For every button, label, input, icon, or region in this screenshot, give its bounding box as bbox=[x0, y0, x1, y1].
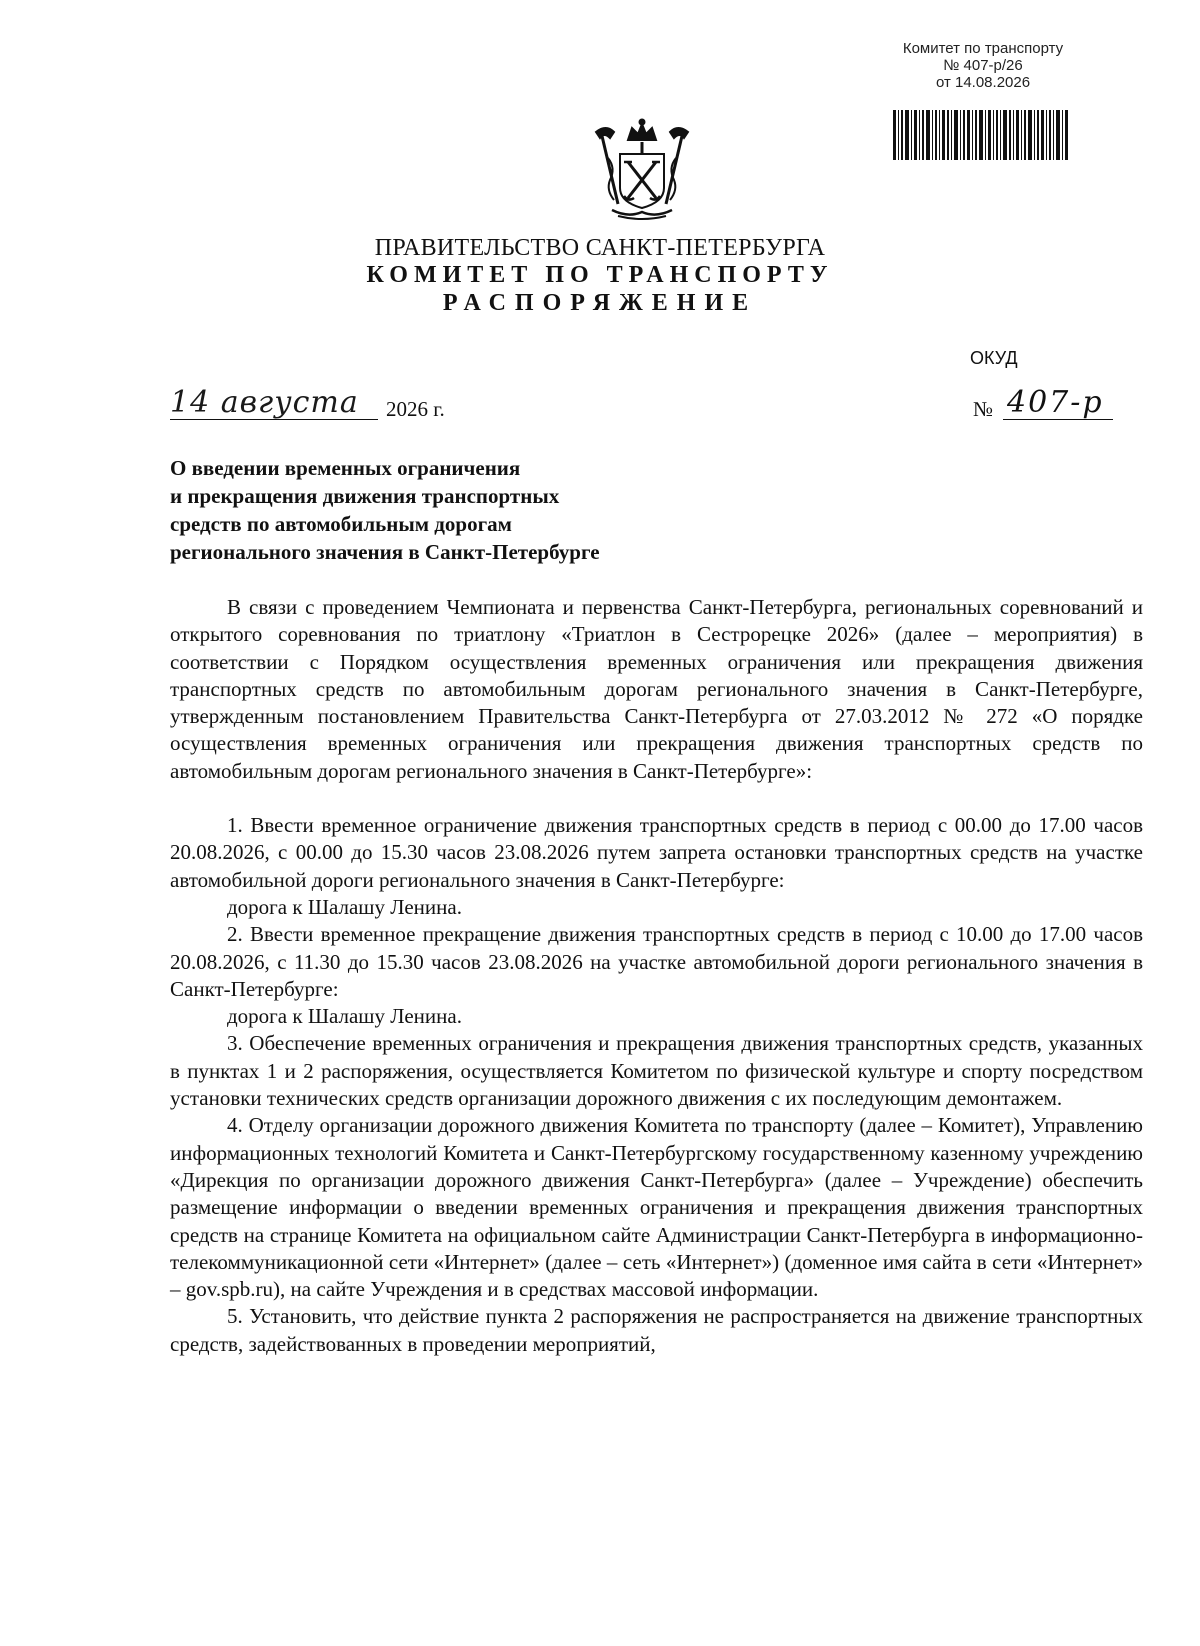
stamp-committee: Комитет по транспорту bbox=[902, 40, 1064, 57]
barcode bbox=[893, 110, 1069, 160]
coat-of-arms-icon bbox=[588, 118, 696, 222]
document-type-heading: РАСПОРЯЖЕНИЕ bbox=[442, 290, 758, 316]
item-2-paragraph: 2. Ввести временное прекращение движения транспортных средств в период с 10.00 до 17.00 часов 20.08.2026, с 11.30 до 15.30 часов 23.08.2026 на участке автомобильной дороги регионального значения в Санкт-Петербурге: bbox=[170, 922, 1143, 1001]
item-1-road: дорога к Шалашу Ленина. bbox=[227, 894, 462, 919]
document-body bbox=[170, 594, 1143, 1358]
item-4-paragraph: 4. Отделу организации дорожного движения Комитета по транспорту (далее – Комитет), Управлению информационных технологий Комитета и Санкт-Петербургскому государственному казенному учреждению «Дирекция по организации дорожного движения Санкт-Петербурга» (далее – Учреждение) обеспечить размещение информации о введении временных ограничения и прекращения движения транспортных средств на странице Комитета на официальном сайте Администрации Санкт-Петербурга в информационно-телекоммуникационной сети «Интернет» (далее – сеть «Интернет») (доменное имя сайта в сети «Интернет» – gov.spb.ru), на сайте Учреждения и в средствах массовой информации. bbox=[170, 1113, 1143, 1302]
committee-heading: КОМИТЕТ ПО ТРАНСПОРТУ bbox=[366, 262, 834, 288]
subject-line: и прекращения движения транспортных bbox=[170, 484, 560, 508]
stamp-number: № 407-р/26 bbox=[943, 57, 1023, 74]
government-heading: ПРАВИТЕЛЬСТВО САНКТ-ПЕТЕРБУРГА bbox=[374, 235, 826, 261]
item-5-paragraph: 5. Установить, что действие пункта 2 распоряжения не распространяется на движение транспортных средств, задействованных в проведении мероприятий, bbox=[170, 1304, 1143, 1356]
handwritten-number: 407-р bbox=[1007, 385, 1104, 420]
number-underline bbox=[1003, 419, 1113, 420]
subject-line: средств по автомобильным дорогам bbox=[170, 512, 512, 536]
item-2-road: дорога к Шалашу Ленина. bbox=[227, 1004, 462, 1029]
okud-label: ОКУД bbox=[970, 348, 1018, 368]
stamp-date: от 14.08.2026 bbox=[935, 74, 1031, 91]
registration-stamp bbox=[868, 40, 1098, 91]
subject-line: О введении временных ограничения bbox=[170, 456, 521, 480]
document-date bbox=[170, 385, 470, 425]
item-3-paragraph: 3. Обеспечение временных ограничения и прекращения движения транспортных средств, указанных в пунктах 1 и 2 распоряжения, осуществляется Комитетом по физической культуре и спорту посредством установки технических средств организации дорожного движения с их последующим демонтажем. bbox=[170, 1031, 1143, 1111]
preamble-paragraph: В связи с проведением Чемпионата и первенства Санкт-Петербурга, региональных соревнований и открытого соревнования по триатлону «Триатлон в Сестрорецке 2026» (далее – мероприятия) в соответствии с Порядком осуществления временных ограничения или прекращения движения транспортных средств по автомобильным дорогам регионального значения в Санкт-Петербурге, утвержденным постановлением Правительства Санкт-Петербурга от 27.03.2012 № 272 «О порядке осуществления временных ограничения или прекращения движения транспортных средств по автомобильным дорогам регионального значения в Санкт-Петербурге»: bbox=[170, 595, 1143, 783]
date-year: 2026 г. bbox=[386, 397, 445, 421]
document-subject bbox=[170, 454, 690, 566]
item-1-paragraph: 1. Ввести временное ограничение движения транспортных средств в период с 00.00 до 17.00 часов 20.08.2026, с 00.00 до 15.30 часов 23.08.2026 путем запрета остановки транспортных средств на участке автомобильной дороги регионального значения в Санкт-Петербурге: bbox=[170, 813, 1143, 892]
subject-line: регионального значения в Санкт-Петербурге bbox=[170, 540, 600, 564]
number-sign: № bbox=[973, 397, 994, 421]
handwritten-date: 14 августа bbox=[170, 385, 359, 420]
date-underline bbox=[170, 419, 378, 420]
document-number bbox=[973, 385, 1143, 425]
